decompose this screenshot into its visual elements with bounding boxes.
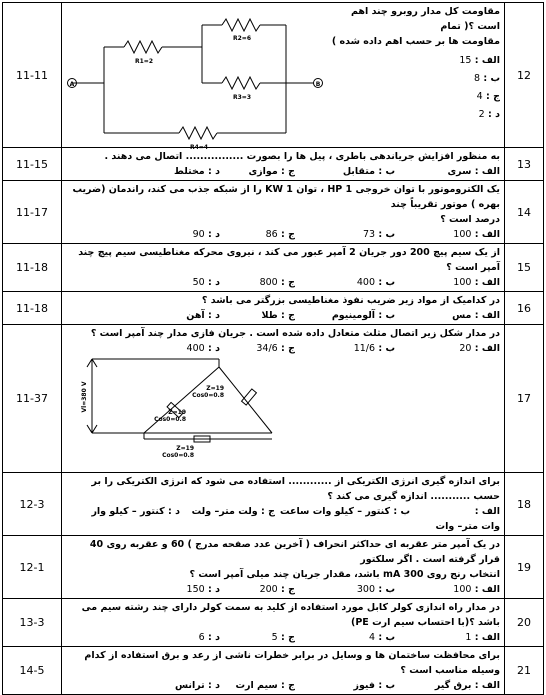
option-b: ب : 300 [356,584,395,595]
option-list [66,630,500,645]
reference-cell: 14-5 [3,647,62,695]
impedance-label: Z=19 [206,385,224,392]
question-cell [62,536,505,599]
resistor-circuit-diagram [64,11,334,151]
option-a: الف : سری [447,166,500,177]
question-number: 12 [505,3,544,148]
question-text: مقاومت کل مدار روبرو چند اهم است ؟( تمام [350,6,500,32]
option-d: د : آهن [186,310,220,321]
reference-cell: 11-18 [3,244,62,292]
option-d: د : ترانس [174,680,220,691]
option-d: د : 150 [186,584,220,595]
option-list [66,275,500,290]
question-cell [62,599,505,647]
delta-circuit-diagram [64,357,264,472]
option-list [66,308,500,323]
option-a: الف : 1 [465,632,500,643]
option-c: ج : موازی [248,166,295,177]
power-factor-label: Cos0=0.8 [192,392,224,399]
question-row-19 [3,536,544,599]
node-b-label: B [315,81,321,88]
option-c: ج : طلا [261,310,295,321]
reference-cell: 11-18 [3,292,62,325]
option-a: الف : وات متر– وات [435,506,500,532]
question-text: مقاومت ها بر حسب اهم داده شده ) [331,36,500,47]
option-d: د : 2 [478,109,500,120]
question-number: 21 [505,647,544,695]
option-a: الف : برق گیر [434,680,500,691]
option-c: ج : سیم ارت [235,680,295,691]
option-list [66,227,500,242]
option-d: د : 400 [186,343,220,354]
question-row-12 [3,3,544,148]
question-row-17 [3,325,544,473]
option-c: ج : ولت متر– ولت [191,506,275,517]
question-number: 17 [505,325,544,473]
exam-table [2,2,544,695]
option-d: د : 6 [198,632,220,643]
question-cell [62,325,505,473]
question-text: برای محافظت ساختمان ها و وسایل در برابر خطرات ناشی از رعد و برق استفاده از کدام وسیله مناسب است ؟ [84,650,500,676]
r4-label: R4=4 [190,144,208,151]
r1-label: R1=2 [135,58,153,65]
power-factor-label: Cos0=0.8 [154,416,186,423]
question-row-21 [3,647,544,695]
question-cell [62,292,505,325]
option-b: ب : 400 [356,277,395,288]
option-b: ب : متقابل [342,166,395,177]
option-c: ج : 5 [271,632,295,643]
question-row-18 [3,473,544,536]
option-b: ب : 8 [473,73,500,84]
question-cell [62,181,505,244]
question-cell [62,148,505,181]
option-c: ج : 86 [265,229,295,240]
question-number: 18 [505,473,544,536]
question-text: در کدامیک از مواد زیر ضریب نفوذ مغناطیسی بزرگتر می باشد ؟ [201,295,500,306]
question-number: 16 [505,292,544,325]
option-list [66,164,500,179]
option-d: د : مختلط [174,166,220,177]
option-c: ج : 200 [259,584,295,595]
option-a: الف : 100 [453,584,500,595]
question-row-13 [3,148,544,181]
question-text: به منظور افزایش جریاندهی باطری ، پیل ها را بصورت ................ اتصال می دهند . [104,151,500,162]
question-cell [62,473,505,536]
question-text: برای اندازه گیری انرژی الکتریکی از ............ استفاده می شود که انرژی الکتریکی را بر حسب ........... اندازه گیری می کند ؟ [91,476,500,502]
question-number: 15 [505,244,544,292]
question-text: در یک آمپر متر عقربه ای حداکثر انحراف ( آخرین عدد صفحه مدرج ) 60 و عقربه روی 40 قرار گرفته است . اگر سلکتور [89,539,500,565]
reference-cell: 13-3 [3,599,62,647]
option-d: د : 50 [192,277,220,288]
reference-cell: 11-37 [3,325,62,473]
question-number: 19 [505,536,544,599]
question-row-14 [3,181,544,244]
option-a: الف : 100 [453,277,500,288]
question-number: 14 [505,181,544,244]
power-factor-label: Cos0=0.8 [162,452,194,459]
question-text: از یک سیم پیچ 200 دور جریان 2 آمپر عبور می کند ، نیروی محرکه مغناطیسی سیم پیچ چند آمپر است ؟ [78,247,500,273]
question-cell [62,244,505,292]
option-d: د : کنتور – کیلو وار [91,506,180,517]
option-list [330,52,500,124]
line-voltage-label: Vl=380 V [81,381,88,413]
reference-cell: 11-15 [3,148,62,181]
question-row-15 [3,244,544,292]
option-b: ب : 73 [362,229,395,240]
option-b: ب : آلومینیوم [331,310,395,321]
question-cell [62,3,505,151]
reference-cell: 11-11 [3,3,62,148]
option-c: ج : 800 [259,277,295,288]
reference-cell: 11-17 [3,181,62,244]
option-c: ج : 4 [476,91,500,102]
option-a: الف : مس [452,310,500,321]
option-b: ب : فیوز [353,680,395,691]
option-c: ج : 34/6 [256,343,295,354]
r3-label: R3=3 [233,94,251,101]
question-number: 13 [505,148,544,181]
question-number: 20 [505,599,544,647]
question-text: در مدار شکل زیر اتصال مثلث متعادل داده شده است . جریان فازی مدار چند آمپر است ؟ [90,328,500,339]
option-a: الف : 20 [459,343,500,354]
option-d: د : 90 [192,229,220,240]
reference-cell: 12-1 [3,536,62,599]
question-row-20 [3,599,544,647]
r2-label: R2=6 [233,35,251,42]
option-a: الف : 15 [459,55,500,66]
option-b: ب : 11/6 [353,343,395,354]
question-row-16 [3,292,544,325]
question-text: یک الکتروموتور با توان خروجی HP 1 ، توان KW 1 را از شبکه جذب می کند، راندمان (ضریب بهره ) موتور تقریباً چند [72,184,500,210]
option-list [66,504,500,534]
option-b: ب : 4 [368,632,395,643]
impedance-label: Z=19 [176,445,194,452]
question-text: درصد است ؟ [440,214,500,225]
option-list [66,341,500,356]
option-list [66,582,500,597]
question-text: در مدار راه اندازی کولر کابل مورد استفاده از کلید به سمت کولر دارای چند رشته سیم می باشد ؟(با احتساب سیم ارت PE) [81,602,500,628]
option-a: الف : 100 [453,229,500,240]
impedance-label: Z=19 [168,409,186,416]
option-list [66,678,500,693]
reference-cell: 12-3 [3,473,62,536]
node-a-label: A [69,81,75,88]
option-b: ب : کنتور – کیلو وات ساعت [279,506,410,517]
question-cell [62,647,505,695]
question-text: انتخاب رنج روی mA 300 باشد، مقدار جریان چند میلی آمپر است ؟ [189,569,500,580]
